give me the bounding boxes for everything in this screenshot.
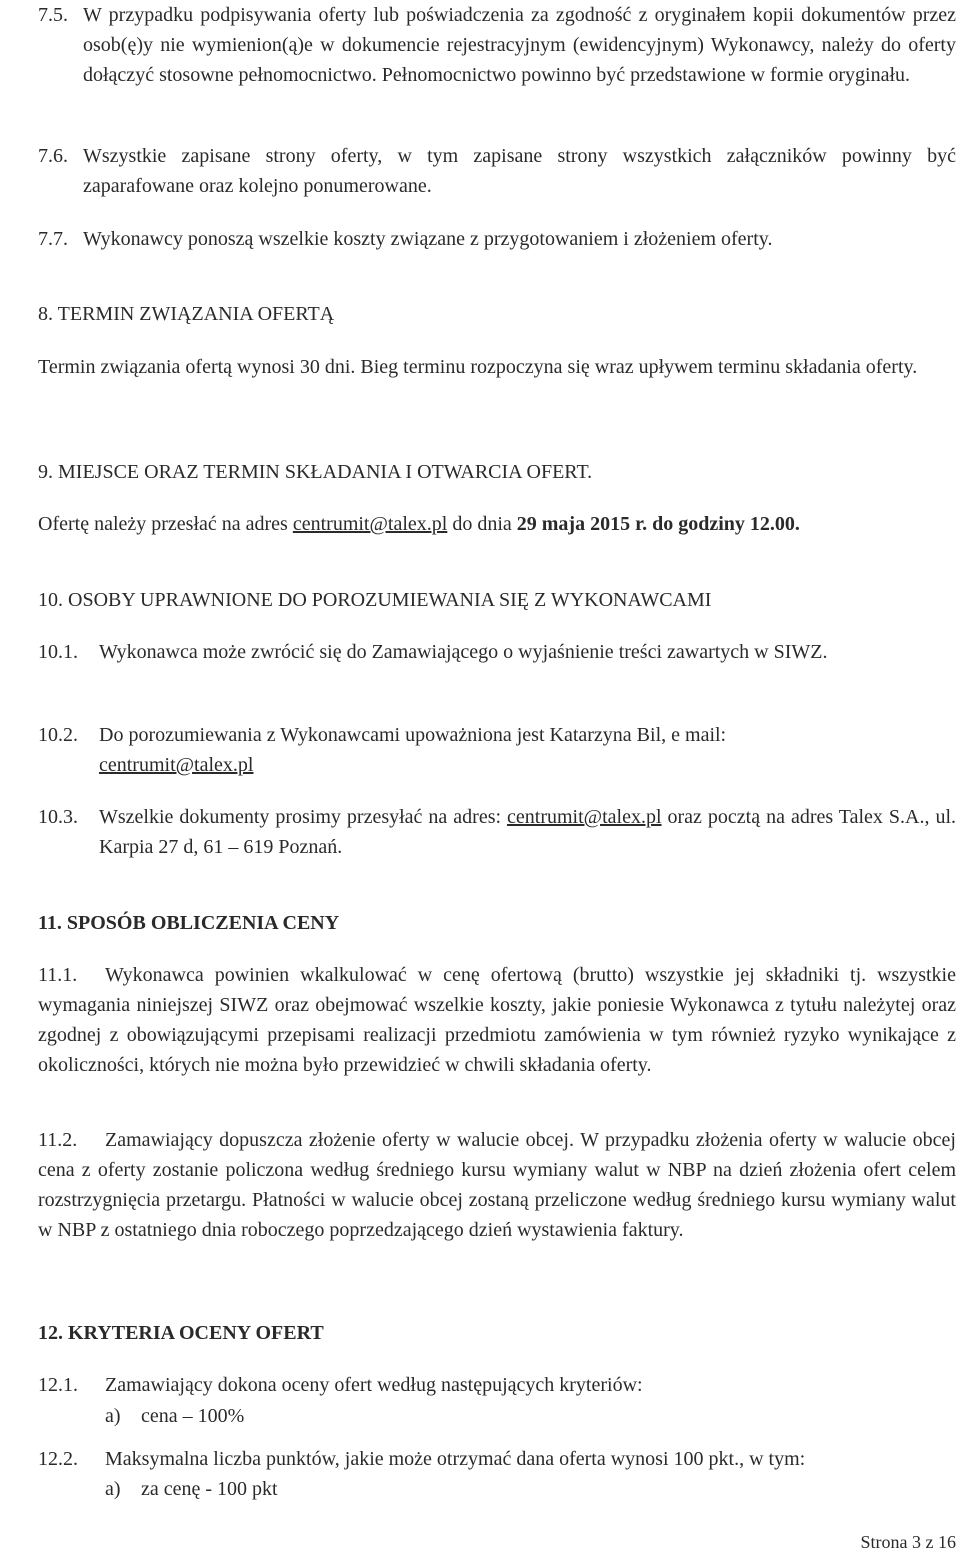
item-text: za cenę - 100 pkt <box>141 1478 278 1500</box>
section-number: 11.1. <box>38 964 78 986</box>
text-run: Do porozumiewania z Wykonawcami upoważniona jest Katarzyna Bil, e mail: <box>99 724 727 746</box>
text-run: Ofertę należy przesłać na adres <box>38 513 293 535</box>
heading-section-9: 9. MIEJSCE ORAZ TERMIN SKŁADANIA I OTWARCIA OFERT. <box>38 461 593 483</box>
section-text: Zamawiający dopuszcza złożenie oferty w walucie obcej. W przypadku złożenia oferty w walucie obcej cena z oferty zostanie policzona według średniego kursu wymiany walut w NBP na dzień złożenia ofert celem rozstrzygnięcia przetargu. Płatności w walucie obcej zostaną przeliczone według średniego kursu wymiany walut w NBP z ostatniego dnia roboczego poprzedzającego dzień wystawienia faktury. <box>38 1129 956 1241</box>
heading-section-11: 11. SPOSÓB OBLICZENIA CENY <box>38 912 340 934</box>
section-text <box>38 802 956 862</box>
section-number: 7.7. <box>38 228 68 250</box>
section-8-text: Termin związania ofertą wynosi 30 dni. Bieg terminu rozpoczyna się wraz upływem terminu składania oferty. <box>38 356 918 378</box>
section-number: 11.2. <box>38 1129 78 1151</box>
section-number: 7.5. <box>38 4 68 26</box>
text-run: do dnia <box>447 513 517 535</box>
heading-section-12: 12. KRYTERIA OCENY OFERT <box>38 1322 324 1344</box>
section-text: W przypadku podpisywania oferty lub poświadczenia za zgodność z oryginałem kopii dokumentów przez osob(ę)y nie wymienion(ą)e w dokumencie rejestracyjnym (ewidencyjnym) Wykonawcy, należy do oferty dołączyć stosowne pełnomocnictwo. Pełnomocnictwo powinno być przedstawione w formie oryginału. <box>83 4 956 86</box>
email-link[interactable]: centrumit@talex.pl <box>292 513 448 535</box>
section-text: Wykonawca powinien wkalkulować w cenę ofertową (brutto) wszystkie jej składniki tj. wszystkie wymagania niniejszej SIWZ oraz obejmować wszelkie koszty, jakie poniesie Wykonawca z tytułu należytej oraz zgodnej z obowiązującymi przepisami realizacji przedmiotu zamówienia w tym również ryzyko wynikające z okoliczności, których nie można było przewidzieć w chwili składania oferty. <box>38 964 956 1076</box>
section-7-7 <box>38 224 956 254</box>
section-7-6 <box>38 141 956 201</box>
points-item <box>105 1474 278 1504</box>
section-10-2 <box>38 720 956 780</box>
page-number: Strona 3 z 16 <box>860 1532 956 1552</box>
section-11-1 <box>38 960 956 1080</box>
section-10-1 <box>38 637 956 667</box>
section-number: 12.1. <box>38 1374 78 1396</box>
section-9-text <box>38 509 956 539</box>
email-link[interactable]: centrumit@talex.pl <box>507 806 662 828</box>
section-7-5 <box>38 0 956 90</box>
deadline-text: 29 maja 2015 r. do godziny 12.00. <box>516 513 800 535</box>
heading-section-8: 8. TERMIN ZWIĄZANIA OFERTĄ <box>38 303 335 325</box>
section-text <box>38 720 956 780</box>
section-text: Wszystkie zapisane strony oferty, w tym zapisane strony wszystkich załączników powinny być zaparafowane oraz kolejno ponumerowane. <box>83 145 956 197</box>
section-12-2 <box>38 1444 956 1474</box>
section-text: Wykonawca może zwrócić się do Zamawiającego o wyjaśnienie treści zawartych w SIWZ. <box>99 641 828 663</box>
text-run: oraz pocztą na adres Talex S.A., ul. Karpia 27 d, 61 – 619 Poznań. <box>99 806 956 858</box>
section-number: 7.6. <box>38 145 68 167</box>
heading-section-10: 10. OSOBY UPRAWNIONE DO POROZUMIEWANIA SIĘ Z WYKONAWCAMI <box>38 589 712 611</box>
section-number: 10.1. <box>38 641 78 663</box>
email-link[interactable]: centrumit@talex.pl <box>99 754 254 776</box>
section-12-1 <box>38 1370 956 1400</box>
item-letter: a) <box>105 1478 121 1500</box>
criteria-item <box>105 1401 244 1431</box>
section-text: Wykonawcy ponoszą wszelkie koszty związane z przygotowaniem i złożeniem oferty. <box>83 228 773 250</box>
section-number: 12.2. <box>38 1448 78 1470</box>
item-text: cena – 100% <box>141 1405 245 1427</box>
section-number: 10.3. <box>38 806 78 828</box>
section-text: Maksymalna liczba punktów, jakie może otrzymać dana oferta wynosi 100 pkt., w tym: <box>105 1448 806 1470</box>
section-number: 10.2. <box>38 724 78 746</box>
section-text: Zamawiający dokona oceny ofert według następujących kryteriów: <box>105 1374 643 1396</box>
section-10-3 <box>38 802 956 862</box>
section-11-2 <box>38 1125 956 1245</box>
item-letter: a) <box>105 1405 121 1427</box>
text-run: Wszelkie dokumenty prosimy przesyłać na adres: <box>99 806 508 828</box>
